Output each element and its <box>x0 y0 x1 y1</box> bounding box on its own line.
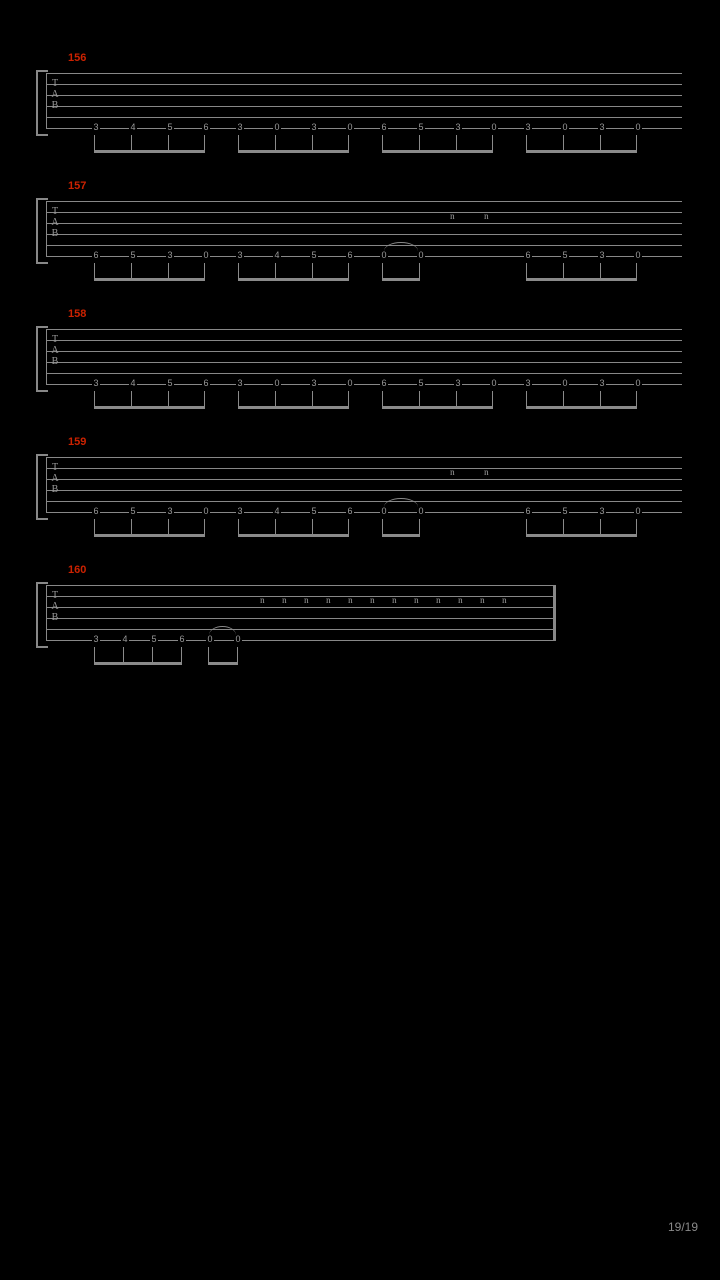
beam <box>382 278 420 281</box>
beam <box>238 278 349 281</box>
fret-number: 3 <box>93 122 99 132</box>
fret-number: 0 <box>235 634 241 644</box>
fret-number: 3 <box>237 122 243 132</box>
tab-letter-t: T <box>51 590 59 601</box>
tab-staff <box>46 329 682 385</box>
tab-staff <box>46 73 682 129</box>
beam-group <box>382 263 422 281</box>
fret-number: 3 <box>525 378 531 388</box>
fret-number: 0 <box>418 250 424 260</box>
tab-letter-t: T <box>51 334 59 345</box>
staff-line <box>46 256 682 257</box>
fret-number: 3 <box>599 250 605 260</box>
beam <box>238 406 349 409</box>
fret-number: 3 <box>167 506 173 516</box>
tab-clef <box>48 78 62 111</box>
tab-letter-a: A <box>51 217 59 228</box>
tab-letter-t: T <box>51 462 59 473</box>
fret-number: 6 <box>203 378 209 388</box>
staff-line <box>46 117 682 118</box>
fret-number: 3 <box>525 122 531 132</box>
beam-group <box>526 519 638 537</box>
fret-number: 0 <box>347 122 353 132</box>
staff-line <box>46 329 682 330</box>
beam <box>382 150 493 153</box>
staff-line <box>46 73 682 74</box>
fret-number: 6 <box>525 506 531 516</box>
staff-line <box>46 384 682 385</box>
fret-number: 4 <box>122 634 128 644</box>
beam <box>526 534 637 537</box>
fret-number: 3 <box>237 378 243 388</box>
staff-line <box>46 351 682 352</box>
beam-group <box>94 391 206 409</box>
fret-number: 0 <box>635 378 641 388</box>
tab-staff <box>46 585 556 641</box>
fret-number: 6 <box>93 250 99 260</box>
beam <box>238 150 349 153</box>
rest-glyph: ⁿ <box>392 595 397 611</box>
fret-number: 4 <box>274 250 280 260</box>
staff-line <box>46 479 682 480</box>
fret-number: 6 <box>347 506 353 516</box>
fret-number: 4 <box>274 506 280 516</box>
fret-number: 6 <box>347 250 353 260</box>
staff-line <box>46 457 682 458</box>
fret-number: 0 <box>203 250 209 260</box>
beam-group <box>238 135 350 153</box>
tab-letter-t: T <box>51 78 59 89</box>
fret-number: 5 <box>311 250 317 260</box>
rest-glyph: ⁿ <box>282 595 287 611</box>
rest-glyph: ⁿ <box>484 467 489 483</box>
rest-glyph: ⁿ <box>502 595 507 611</box>
fret-number: 0 <box>491 122 497 132</box>
tab-staff <box>46 201 682 257</box>
staff-line <box>46 234 682 235</box>
fret-number: 5 <box>562 250 568 260</box>
rest-glyph: ⁿ <box>304 595 309 611</box>
fret-number: 6 <box>93 506 99 516</box>
fret-number: 3 <box>237 250 243 260</box>
tab-clef <box>48 334 62 367</box>
barline-end <box>553 585 556 641</box>
fret-number: 0 <box>274 378 280 388</box>
staff-line <box>46 201 682 202</box>
fret-number: 0 <box>381 506 387 516</box>
fret-number: 3 <box>455 122 461 132</box>
fret-number: 5 <box>130 506 136 516</box>
beam <box>382 534 420 537</box>
beam <box>94 278 205 281</box>
rest-glyph: ⁿ <box>458 595 463 611</box>
fret-number: 0 <box>635 250 641 260</box>
fret-number: 4 <box>130 122 136 132</box>
beam <box>526 150 637 153</box>
fret-number: 0 <box>635 506 641 516</box>
fret-number: 0 <box>274 122 280 132</box>
fret-number: 5 <box>151 634 157 644</box>
fret-number: 0 <box>562 378 568 388</box>
staff-line <box>46 501 682 502</box>
measure-number: 159 <box>68 436 87 448</box>
beam <box>94 662 182 665</box>
rest-glyph: ⁿ <box>450 211 455 227</box>
tab-letter-b: B <box>51 228 59 239</box>
fret-number: 0 <box>207 634 213 644</box>
beam-group <box>238 519 350 537</box>
tab-letter-b: B <box>51 484 59 495</box>
page-number: 19/19 <box>667 1220 698 1234</box>
beam-group <box>208 647 240 665</box>
staff-line <box>46 512 682 513</box>
beam-group <box>526 135 638 153</box>
measure-number: 156 <box>68 52 87 64</box>
fret-number: 0 <box>635 122 641 132</box>
tab-clef <box>48 590 62 623</box>
beam <box>208 662 238 665</box>
rest-glyph: ⁿ <box>260 595 265 611</box>
tab-letter-b: B <box>51 612 59 623</box>
rest-glyph: ⁿ <box>450 467 455 483</box>
staff-line <box>46 585 556 586</box>
fret-number: 5 <box>418 122 424 132</box>
fret-number: 3 <box>167 250 173 260</box>
beam-group <box>382 519 422 537</box>
tab-letter-a: A <box>51 473 59 484</box>
fret-number: 5 <box>167 122 173 132</box>
staff-line <box>46 223 682 224</box>
beam-group <box>382 135 494 153</box>
fret-number: 6 <box>381 122 387 132</box>
fret-number: 5 <box>562 506 568 516</box>
beam-group <box>526 391 638 409</box>
tab-clef <box>48 462 62 495</box>
fret-number: 0 <box>562 122 568 132</box>
beam-group <box>94 263 206 281</box>
beam <box>94 534 205 537</box>
fret-number: 3 <box>599 378 605 388</box>
staff-line <box>46 340 682 341</box>
tab-letter-b: B <box>51 356 59 367</box>
fret-number: 5 <box>130 250 136 260</box>
measure-number: 160 <box>68 564 87 576</box>
beam-group <box>94 135 206 153</box>
beam-group <box>526 263 638 281</box>
beam-group <box>238 263 350 281</box>
fret-number: 0 <box>203 506 209 516</box>
fret-number: 0 <box>418 506 424 516</box>
staff-line <box>46 106 682 107</box>
staff-line <box>46 629 556 630</box>
fret-number: 6 <box>203 122 209 132</box>
staff-line <box>46 212 682 213</box>
fret-number: 3 <box>93 634 99 644</box>
beam-group <box>238 391 350 409</box>
rest-glyph: ⁿ <box>484 211 489 227</box>
rest-glyph: ⁿ <box>348 595 353 611</box>
tab-letter-a: A <box>51 601 59 612</box>
measure-number: 158 <box>68 308 87 320</box>
fret-number: 5 <box>418 378 424 388</box>
beam <box>94 406 205 409</box>
beam-group <box>94 647 184 665</box>
staff-line <box>46 84 682 85</box>
rest-glyph: ⁿ <box>436 595 441 611</box>
fret-number: 3 <box>455 378 461 388</box>
tab-staff <box>46 457 682 513</box>
measure-number: 157 <box>68 180 87 192</box>
fret-number: 3 <box>599 122 605 132</box>
fret-number: 5 <box>167 378 173 388</box>
tab-letter-b: B <box>51 100 59 111</box>
fret-number: 3 <box>237 506 243 516</box>
staff-line <box>46 618 556 619</box>
staff-line <box>46 245 682 246</box>
beam <box>526 278 637 281</box>
beam <box>382 406 493 409</box>
rest-glyph: ⁿ <box>326 595 331 611</box>
staff-line <box>46 468 682 469</box>
rest-glyph: ⁿ <box>370 595 375 611</box>
tab-letter-a: A <box>51 345 59 356</box>
fret-number: 0 <box>491 378 497 388</box>
staff-line <box>46 362 682 363</box>
beam <box>526 406 637 409</box>
staff-line <box>46 490 682 491</box>
fret-number: 6 <box>525 250 531 260</box>
beam-group <box>94 519 206 537</box>
fret-number: 6 <box>381 378 387 388</box>
fret-number: 0 <box>381 250 387 260</box>
tab-clef <box>48 206 62 239</box>
fret-number: 4 <box>130 378 136 388</box>
staff-line <box>46 373 682 374</box>
tab-letter-t: T <box>51 206 59 217</box>
fret-number: 3 <box>311 122 317 132</box>
fret-number: 3 <box>599 506 605 516</box>
staff-line <box>46 128 682 129</box>
fret-number: 0 <box>347 378 353 388</box>
rest-glyph: ⁿ <box>480 595 485 611</box>
beam <box>94 150 205 153</box>
fret-number: 5 <box>311 506 317 516</box>
tab-letter-a: A <box>51 89 59 100</box>
staff-line <box>46 95 682 96</box>
beam-group <box>382 391 494 409</box>
fret-number: 3 <box>93 378 99 388</box>
fret-number: 3 <box>311 378 317 388</box>
beam <box>238 534 349 537</box>
rest-glyph: ⁿ <box>414 595 419 611</box>
fret-number: 6 <box>179 634 185 644</box>
